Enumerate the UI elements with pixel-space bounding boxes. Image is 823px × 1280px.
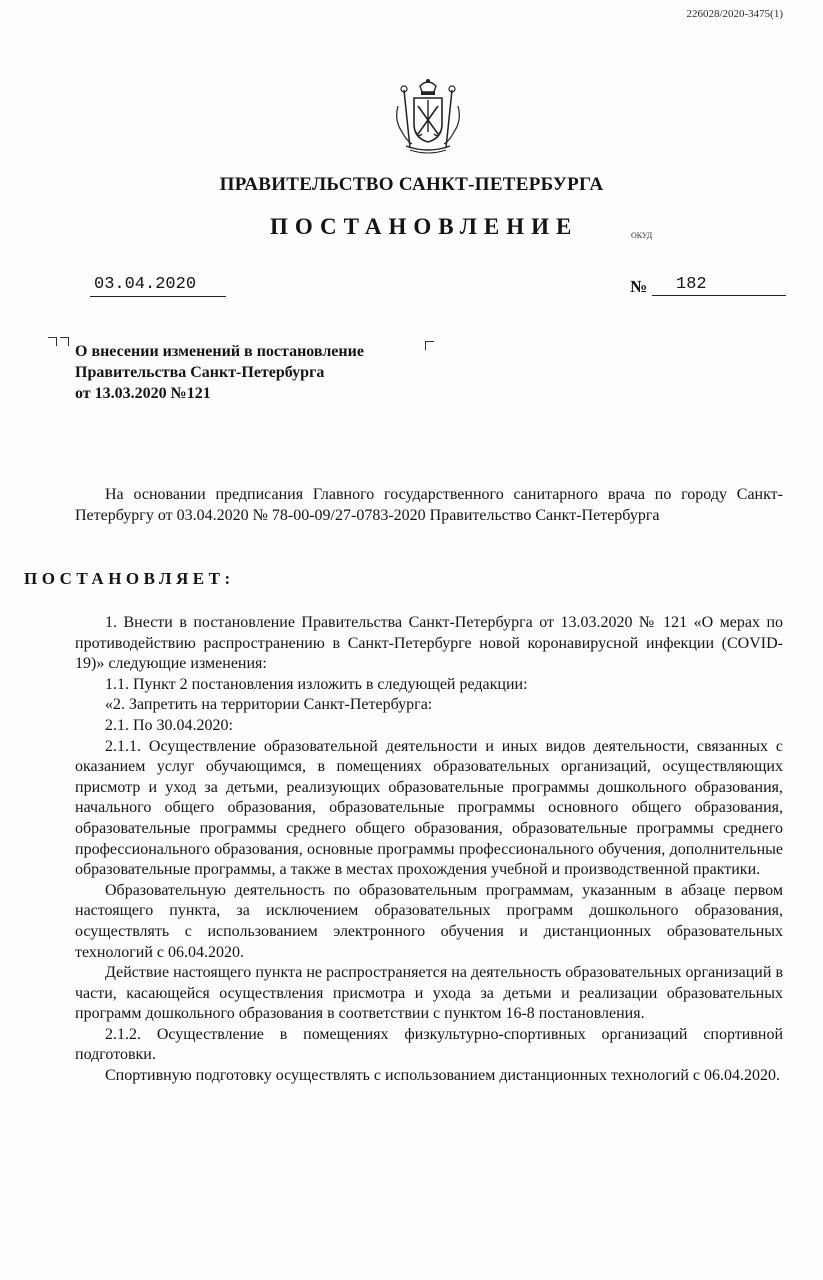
government-title: ПРАВИТЕЛЬСТВО САНКТ-ПЕТЕРБУРГА: [219, 174, 604, 195]
resolution-body: [75, 613, 783, 1087]
subject-line: Правительства Санкт-Петербурга: [75, 364, 325, 381]
subject-bracket-left-inner: [60, 337, 69, 346]
subject-bracket-left-outer: [48, 337, 57, 346]
paragraph: 2.1.2. Осуществление в помещениях физкультурно-спортивных организаций спортивной подготовки.: [75, 1025, 783, 1064]
document-type-heading: ПОСТАНОВЛЕНИЕ: [270, 214, 579, 239]
number-sign-label: №: [630, 277, 648, 296]
paragraph: Спортивную подготовку осуществлять с использованием дистанционных технологий с 06.04.2020.: [105, 1067, 780, 1085]
resolves-heading: ПОСТАНОВЛЯЕТ:: [24, 569, 235, 588]
paragraph: Действие настоящего пункта не распространяется на деятельность образовательных организаций в части, касающейся осуществления присмотра и ухода за детьми и реализации образовательных программ дошкольного образования в соответствии с пунктом 16-8 постановления.: [75, 964, 783, 1023]
paragraph: Образовательную деятельность по образовательным программам, указанным в абзаце первом настоящего пункта, за исключением образовательных программ дошкольного образования, осуществлять с использованием электронного обучения и дистанционных образовательных технологий с 06.04.2020.: [75, 881, 783, 961]
paragraph: 1. Внести в постановление Правительства Санкт-Петербурга от 13.03.2020 № 121 «О мерах по противодействию распространению в Санкт-Петербурге новой коронавирусной инфекции (COVID-19)» следующие изменения:: [75, 614, 783, 673]
paragraph: 2.1.1. Осуществление образовательной деятельности и иных видов деятельности, связанных с оказанием услуг обучающимся, в помещениях образовательных организаций, осуществляющих присмотр и уход за детьми, реализующих образовательные программы дошкольного образования, начального общего образования, образовательные программы основного общего образования, образовательные программы среднего общего образования, образовательные программы среднего профессионального образования, основные программы профессионального обучения, дополнительные образовательные программы, а также в местах прохождения учебной и производственной практики.: [75, 737, 783, 879]
document-subject: [75, 341, 364, 404]
subject-bracket-right: [425, 341, 434, 350]
paragraph: 2.1. По 30.04.2020:: [105, 716, 233, 734]
preamble-paragraph: На основании предписания Главного государственного санитарного врача по городу Санкт-Петербургу от 03.04.2020 № 78-00-09/27-0783-2020 Правительство Санкт-Петербурга: [75, 486, 783, 524]
document-date: 03.04.2020: [90, 274, 226, 297]
subject-line: от 13.03.2020 №121: [75, 385, 211, 402]
document-number: 182: [652, 274, 786, 296]
document-registration-number: 226028/2020-3475(1): [686, 8, 783, 20]
paragraph: «2. Запретить на территории Санкт-Петербурга:: [105, 696, 433, 714]
okud-label: ОКУД: [631, 231, 653, 240]
paragraph: 1.1. Пункт 2 постановления изложить в следующей редакции:: [105, 675, 528, 693]
coat-of-arms-icon: [388, 76, 468, 156]
subject-line: О внесении изменений в постановление: [75, 343, 364, 360]
